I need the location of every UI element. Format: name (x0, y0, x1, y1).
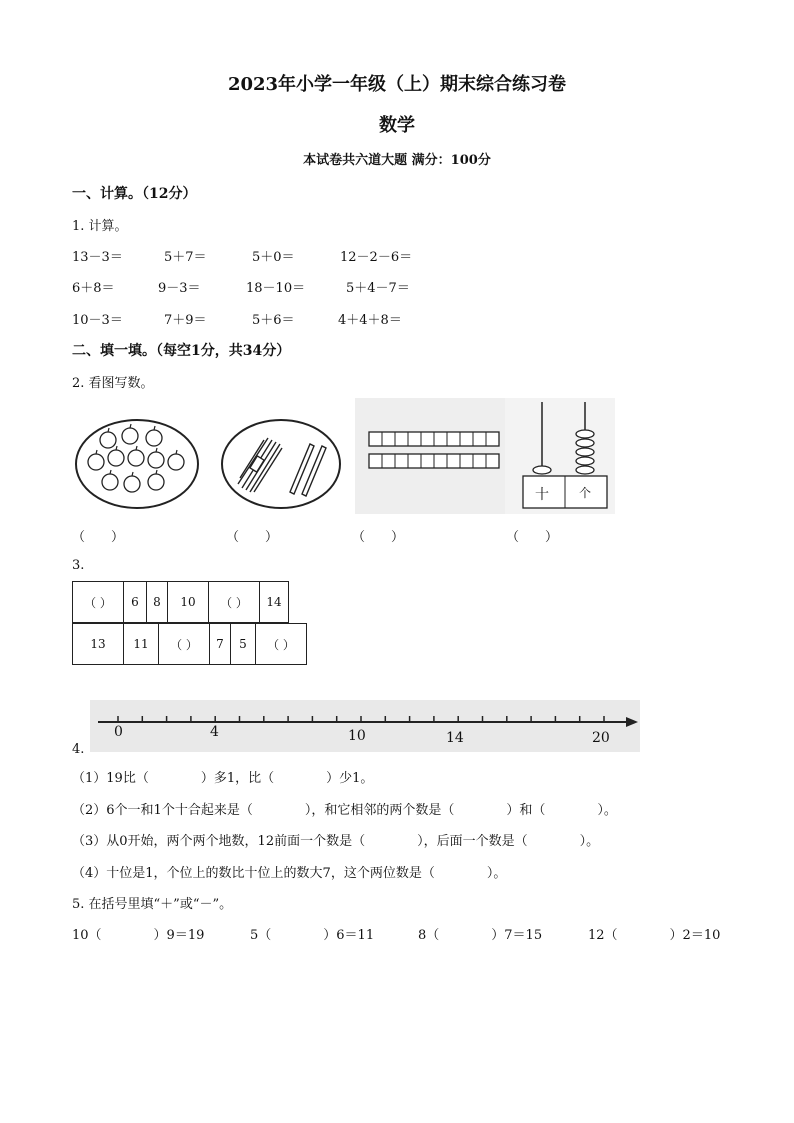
page-title: 2023年小学一年级（上）期末综合练习卷 (227, 74, 567, 95)
blocks-figure (355, 398, 505, 514)
fill-sign-item[interactable]: 10（ ）9＝19 (72, 928, 205, 943)
calc-item: 5＋0＝ (252, 250, 295, 265)
section-1-heading: 一、计算。（12分） (72, 186, 197, 202)
calc-item: 7＋9＝ (164, 313, 207, 328)
question-5-label: 5. 在括号里填“＋”或“－”。 (72, 897, 233, 912)
table-cell[interactable]: （ ） (73, 582, 124, 623)
calc-item: 5＋7＝ (164, 250, 207, 265)
table-cell: 10 (168, 582, 209, 623)
calc-item: 10－3＝ (72, 313, 123, 328)
number-line-figure (90, 700, 640, 752)
abacus-figure (505, 398, 615, 514)
calc-item: 5＋6＝ (252, 313, 295, 328)
number-line-label: 20 (592, 730, 610, 746)
question-3-label: 3. (72, 558, 85, 573)
question-4-item: （4）十位是1，个位上的数比十位上的数大7，这个两位数是（ ）。 (72, 866, 507, 881)
table-cell: 11 (124, 624, 159, 665)
table-cell[interactable]: （ ） (209, 582, 260, 623)
calc-item: 6＋8＝ (72, 281, 115, 296)
calc-item: 18－10＝ (246, 281, 306, 296)
question-2-label: 2. 看图写数。 (72, 376, 154, 391)
table-cell[interactable]: （ ） (159, 624, 210, 665)
calc-item: 12－2－6＝ (340, 250, 413, 265)
abacus-ones-label: 个 (579, 486, 592, 500)
calc-item: 13－3＝ (72, 250, 123, 265)
number-line-label: 10 (348, 728, 366, 744)
number-line-label: 0 (114, 724, 123, 740)
apples-figure (74, 418, 200, 510)
calc-item: 5＋4－7＝ (346, 281, 410, 296)
question-4-item: （2）6个一和1个十合起来是（ ），和它相邻的两个数是（ ）和（ ）。 (72, 803, 617, 818)
section-2-heading: 二、填一填。（每空1分，共34分） (72, 343, 291, 359)
answer-blank[interactable]: （ ） (506, 530, 559, 545)
question-4-item: （3）从0开始，两个两个地数，12前面一个数是（ ），后面一个数是（ ）。 (72, 834, 600, 849)
table-cell: 5 (231, 624, 256, 665)
fill-sign-item[interactable]: 5（ ）6＝11 (250, 928, 375, 943)
table-cell: 13 (73, 624, 124, 665)
calc-item: 4＋4＋8＝ (338, 313, 402, 328)
question-1-label: 1. 计算。 (72, 219, 128, 234)
table-cell: 14 (260, 582, 289, 623)
number-line-label: 14 (446, 730, 464, 746)
number-sequence-table (72, 581, 290, 623)
question-4-item: （1）19比（ ）多1，比（ ）少1。 (72, 771, 374, 786)
question-4-label: 4. (72, 742, 85, 757)
fill-sign-item[interactable]: 12（ ）2＝10 (588, 928, 721, 943)
fill-sign-item[interactable]: 8（ ）7＝15 (418, 928, 543, 943)
number-line-label: 4 (210, 724, 219, 740)
table-cell: 8 (147, 582, 168, 623)
table-cell: 6 (124, 582, 147, 623)
table-cell: 7 (210, 624, 231, 665)
table-row (73, 624, 307, 665)
answer-blank[interactable]: （ ） (226, 530, 279, 545)
exam-info: 本试卷共六道大题 满分：100分 (303, 153, 491, 168)
table-row (73, 582, 291, 623)
answer-blank[interactable]: （ ） (72, 530, 125, 545)
blocks-figure-bg (355, 398, 505, 514)
number-sequence-table-row2 (72, 623, 307, 665)
sticks-figure (220, 418, 342, 510)
answer-blank[interactable]: （ ） (352, 530, 405, 545)
subject-title: 数学 (379, 115, 415, 136)
calc-item: 9－3＝ (158, 281, 201, 296)
abacus-tens-label: 十 (535, 487, 549, 503)
table-cell[interactable]: （ ） (256, 624, 307, 665)
